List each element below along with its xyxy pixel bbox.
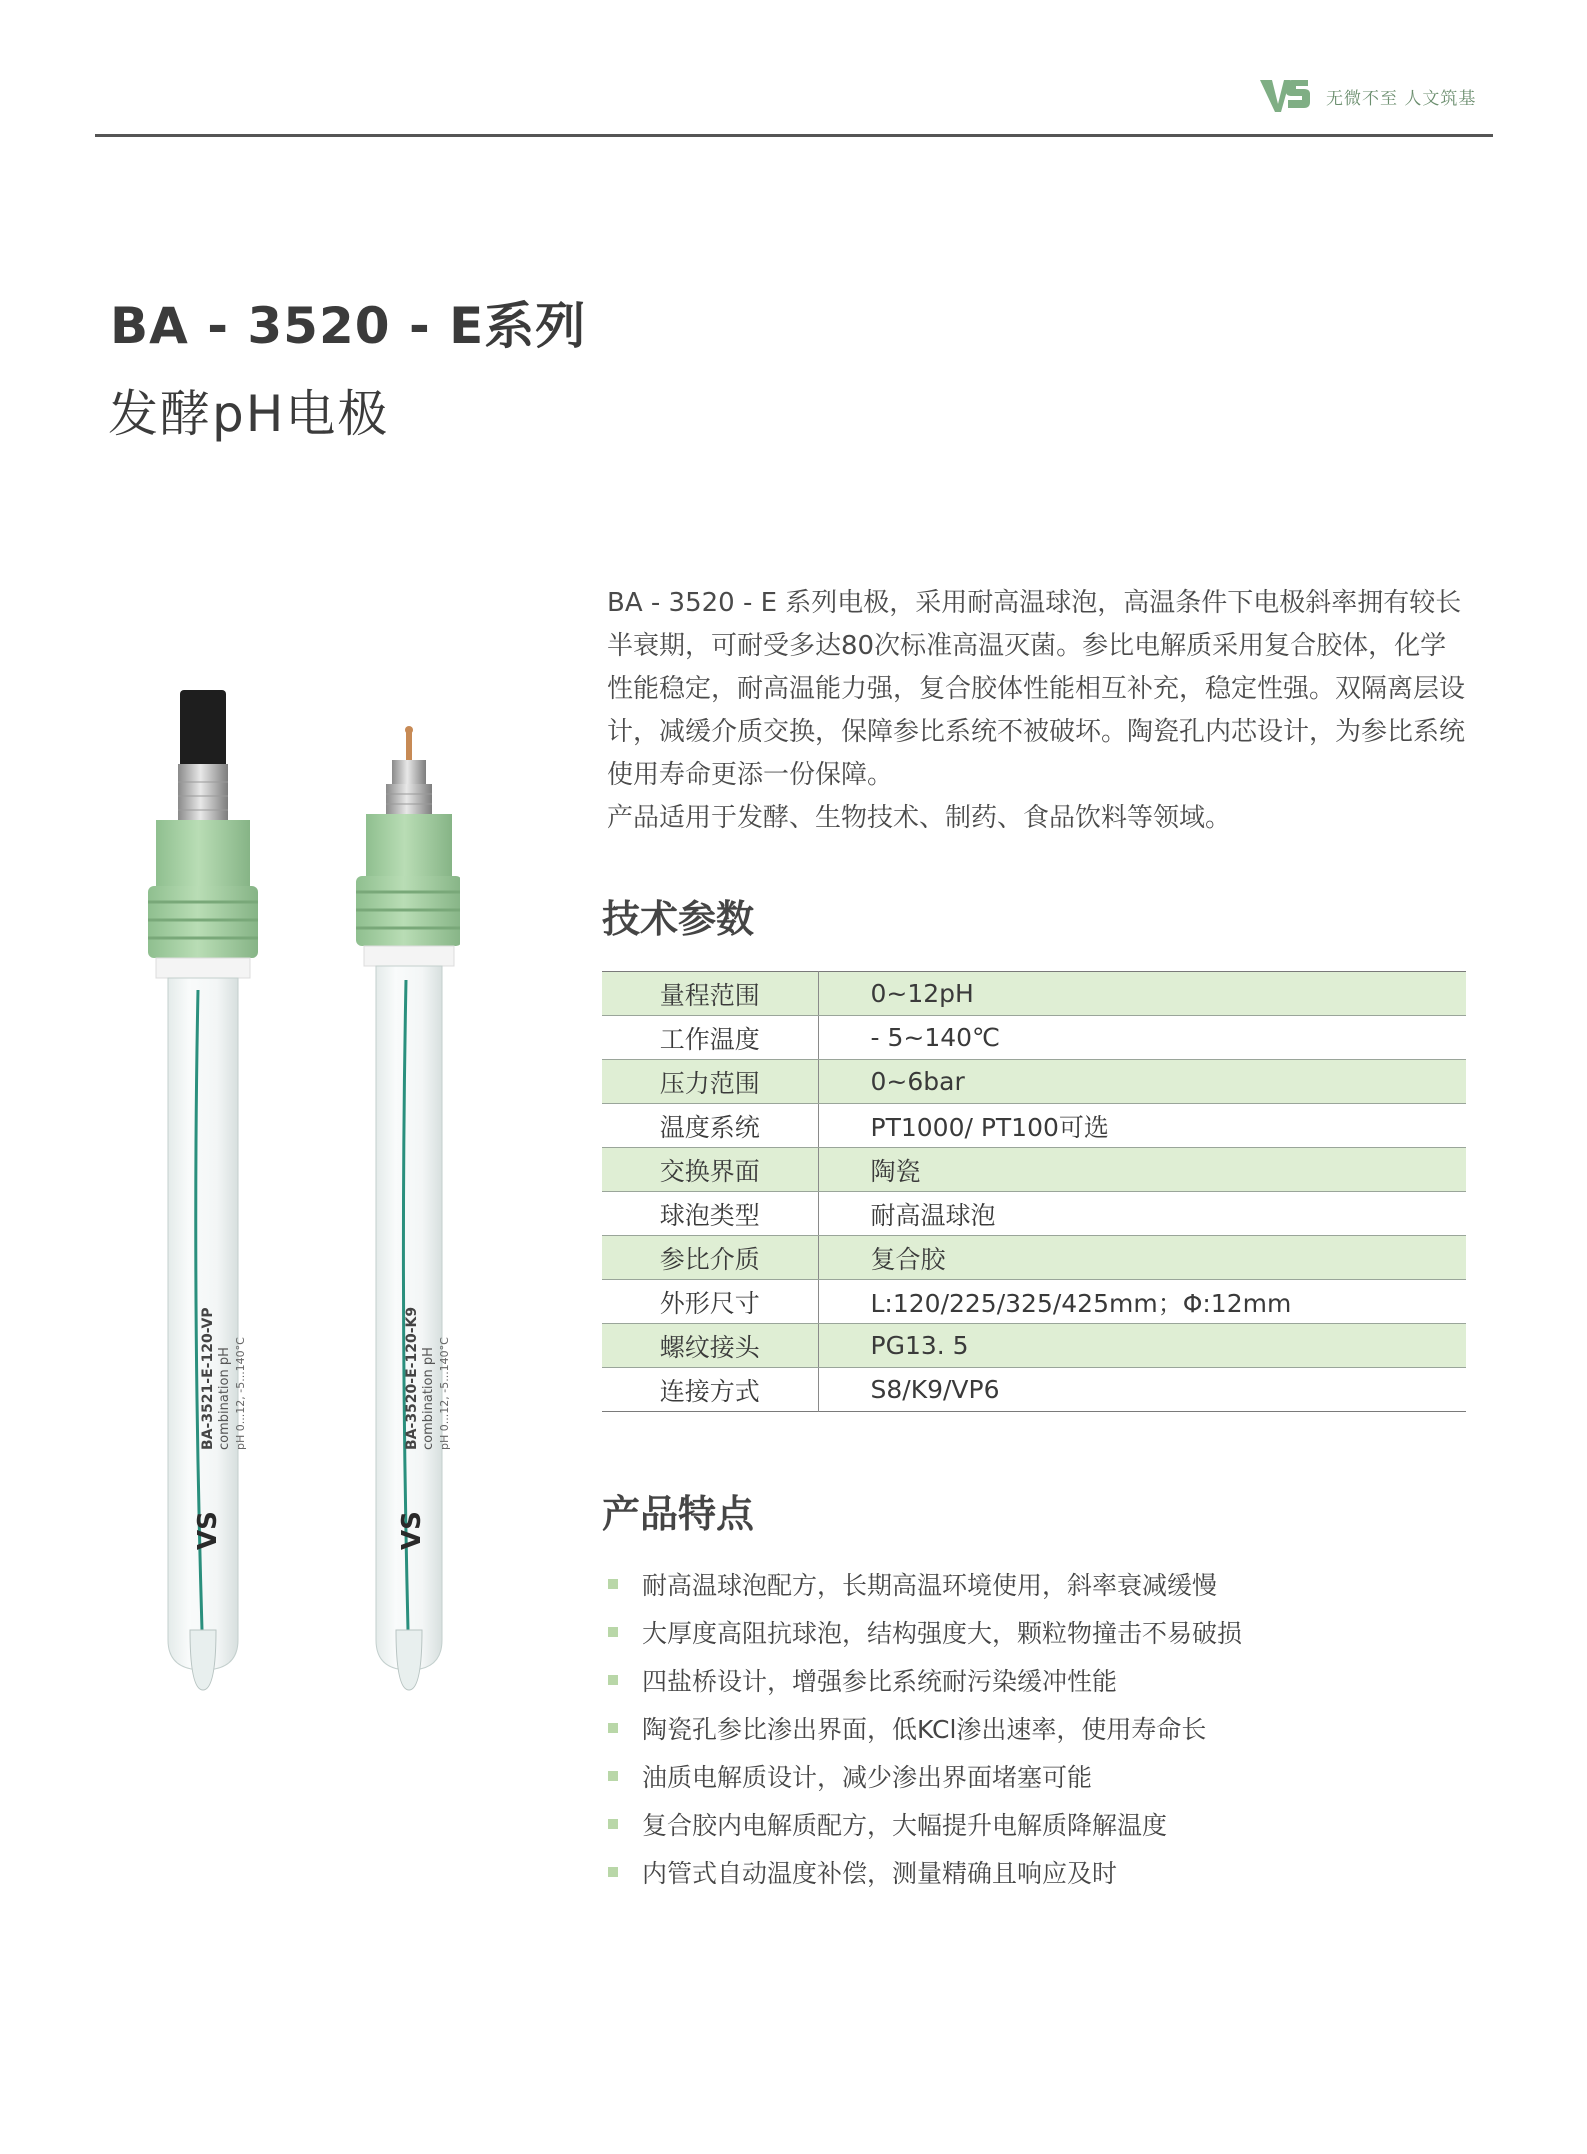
spec-value: 0~6bar	[818, 1060, 1466, 1104]
electrode-left-line3: pH 0...12, -5...140°C	[234, 1337, 247, 1450]
product-description	[607, 582, 1467, 840]
table-row	[602, 1192, 1466, 1236]
green-hex-body-right	[366, 814, 452, 878]
electrode-left-model: BA-3521-E-120-VP	[200, 1307, 216, 1450]
bullet-square-icon	[608, 1867, 618, 1877]
feature-text: 耐高温球泡配方，长期高温环境使用，斜率衰减缓慢	[642, 1571, 1218, 1600]
spec-label: 工作温度	[602, 1016, 818, 1060]
table-row	[602, 1280, 1466, 1324]
bullet-square-icon	[608, 1627, 618, 1637]
spec-label: 连接方式	[602, 1368, 818, 1412]
green-thread	[148, 886, 258, 958]
specs-table	[602, 971, 1466, 1412]
list-item	[608, 1656, 1242, 1704]
product-subtitle: 发酵pH电极	[108, 385, 390, 443]
bullet-square-icon	[608, 1819, 618, 1829]
brand-header	[1258, 74, 1476, 118]
brand-logo-icon	[1258, 74, 1312, 118]
table-row	[602, 972, 1466, 1016]
header-divider	[95, 134, 1493, 137]
electrode-left	[148, 690, 258, 1690]
brand-slogan: 无微不至 人文筑基	[1326, 88, 1477, 109]
table-row	[602, 1104, 1466, 1148]
bullet-square-icon	[608, 1579, 618, 1589]
metal-fitting-right	[386, 784, 432, 814]
green-hex-body	[156, 820, 250, 888]
spec-label: 球泡类型	[602, 1192, 818, 1236]
spec-value: - 5~140℃	[818, 1016, 1466, 1060]
ptfe-ring-right	[364, 946, 454, 966]
spec-value: L:120/225/325/425mm；Φ:12mm	[818, 1280, 1466, 1324]
table-row	[602, 1060, 1466, 1104]
electrode-right-line1: combination pH	[421, 1347, 436, 1450]
spec-label: 外形尺寸	[602, 1280, 818, 1324]
spec-label: 螺纹接头	[602, 1324, 818, 1368]
features-heading: 产品特点	[602, 1492, 755, 1536]
bullet-square-icon	[608, 1771, 618, 1781]
feature-text: 内管式自动温度补偿，测量精确且响应及时	[642, 1859, 1118, 1888]
list-item	[608, 1800, 1242, 1848]
spec-value: 陶瓷	[818, 1148, 1466, 1192]
table-row	[602, 1236, 1466, 1280]
list-item	[608, 1752, 1242, 1800]
table-row	[602, 1016, 1466, 1060]
application-paragraph: 产品适用于发酵、生物技术、制药、食品饮料等领域。	[607, 803, 1232, 833]
spec-label: 量程范围	[602, 972, 818, 1016]
electrode-left-line1: combination pH	[217, 1347, 232, 1450]
vp-plug-cap	[180, 690, 226, 768]
list-item	[608, 1560, 1242, 1608]
electrode-right-line3: pH 0...12, -5...140°C	[438, 1337, 451, 1450]
spec-value: 耐高温球泡	[818, 1192, 1466, 1236]
product-series-title: BA - 3520 - E系列	[110, 297, 587, 355]
spec-value: PG13. 5	[818, 1324, 1466, 1368]
electrode-right	[356, 726, 460, 1690]
bullet-square-icon	[608, 1723, 618, 1733]
specs-heading: 技术参数	[602, 897, 755, 941]
list-item	[608, 1848, 1242, 1896]
spec-value: 0~12pH	[818, 972, 1466, 1016]
feature-text: 陶瓷孔参比渗出界面，低KCl渗出速率，使用寿命长	[642, 1715, 1207, 1744]
spec-label: 温度系统	[602, 1104, 818, 1148]
metal-fitting	[178, 764, 228, 822]
feature-text: 四盐桥设计，增强参比系统耐污染缓冲性能	[642, 1667, 1118, 1696]
table-row	[602, 1148, 1466, 1192]
bullet-square-icon	[608, 1675, 618, 1685]
spec-label: 参比介质	[602, 1236, 818, 1280]
spec-label: 压力范围	[602, 1060, 818, 1104]
electrode-left-logo: VS	[193, 1511, 223, 1550]
table-row	[602, 1324, 1466, 1368]
electrode-illustration	[140, 690, 460, 1700]
list-item	[608, 1608, 1242, 1656]
spec-value: 复合胶	[818, 1236, 1466, 1280]
list-item	[608, 1704, 1242, 1752]
spec-value: PT1000/ PT100可选	[818, 1104, 1466, 1148]
feature-text: 大厚度高阻抗球泡，结构强度大，颗粒物撞击不易破损	[642, 1619, 1243, 1648]
ptfe-ring	[156, 958, 250, 978]
electrode-right-model: BA-3520-E-120-K9	[404, 1306, 420, 1450]
feature-text: 油质电解质设计，减少渗出界面堵塞可能	[642, 1763, 1093, 1792]
table-row	[602, 1368, 1466, 1412]
description-paragraph: BA - 3520 - E 系列电极，采用耐高温球泡，高温条件下电极斜率拥有较长半衰期，可耐受多达80次标准高温灭菌。参比电解质采用复合胶体，化学性能稳定，耐高温能力强，复合胶体性能相互补充，稳定性强。双隔离层设计，减缓介质交换，保障参比系统不被破坏。陶瓷孔内芯设计，为参比系统使用寿命更添一份保障。	[607, 588, 1466, 790]
feature-text: 复合胶内电解质配方，大幅提升电解质降解温度	[642, 1811, 1168, 1840]
spec-value: S8/K9/VP6	[870, 1375, 1000, 1404]
spec-label: 交换界面	[602, 1148, 818, 1192]
features-list	[608, 1560, 1242, 1896]
electrode-right-logo: VS	[397, 1511, 427, 1550]
